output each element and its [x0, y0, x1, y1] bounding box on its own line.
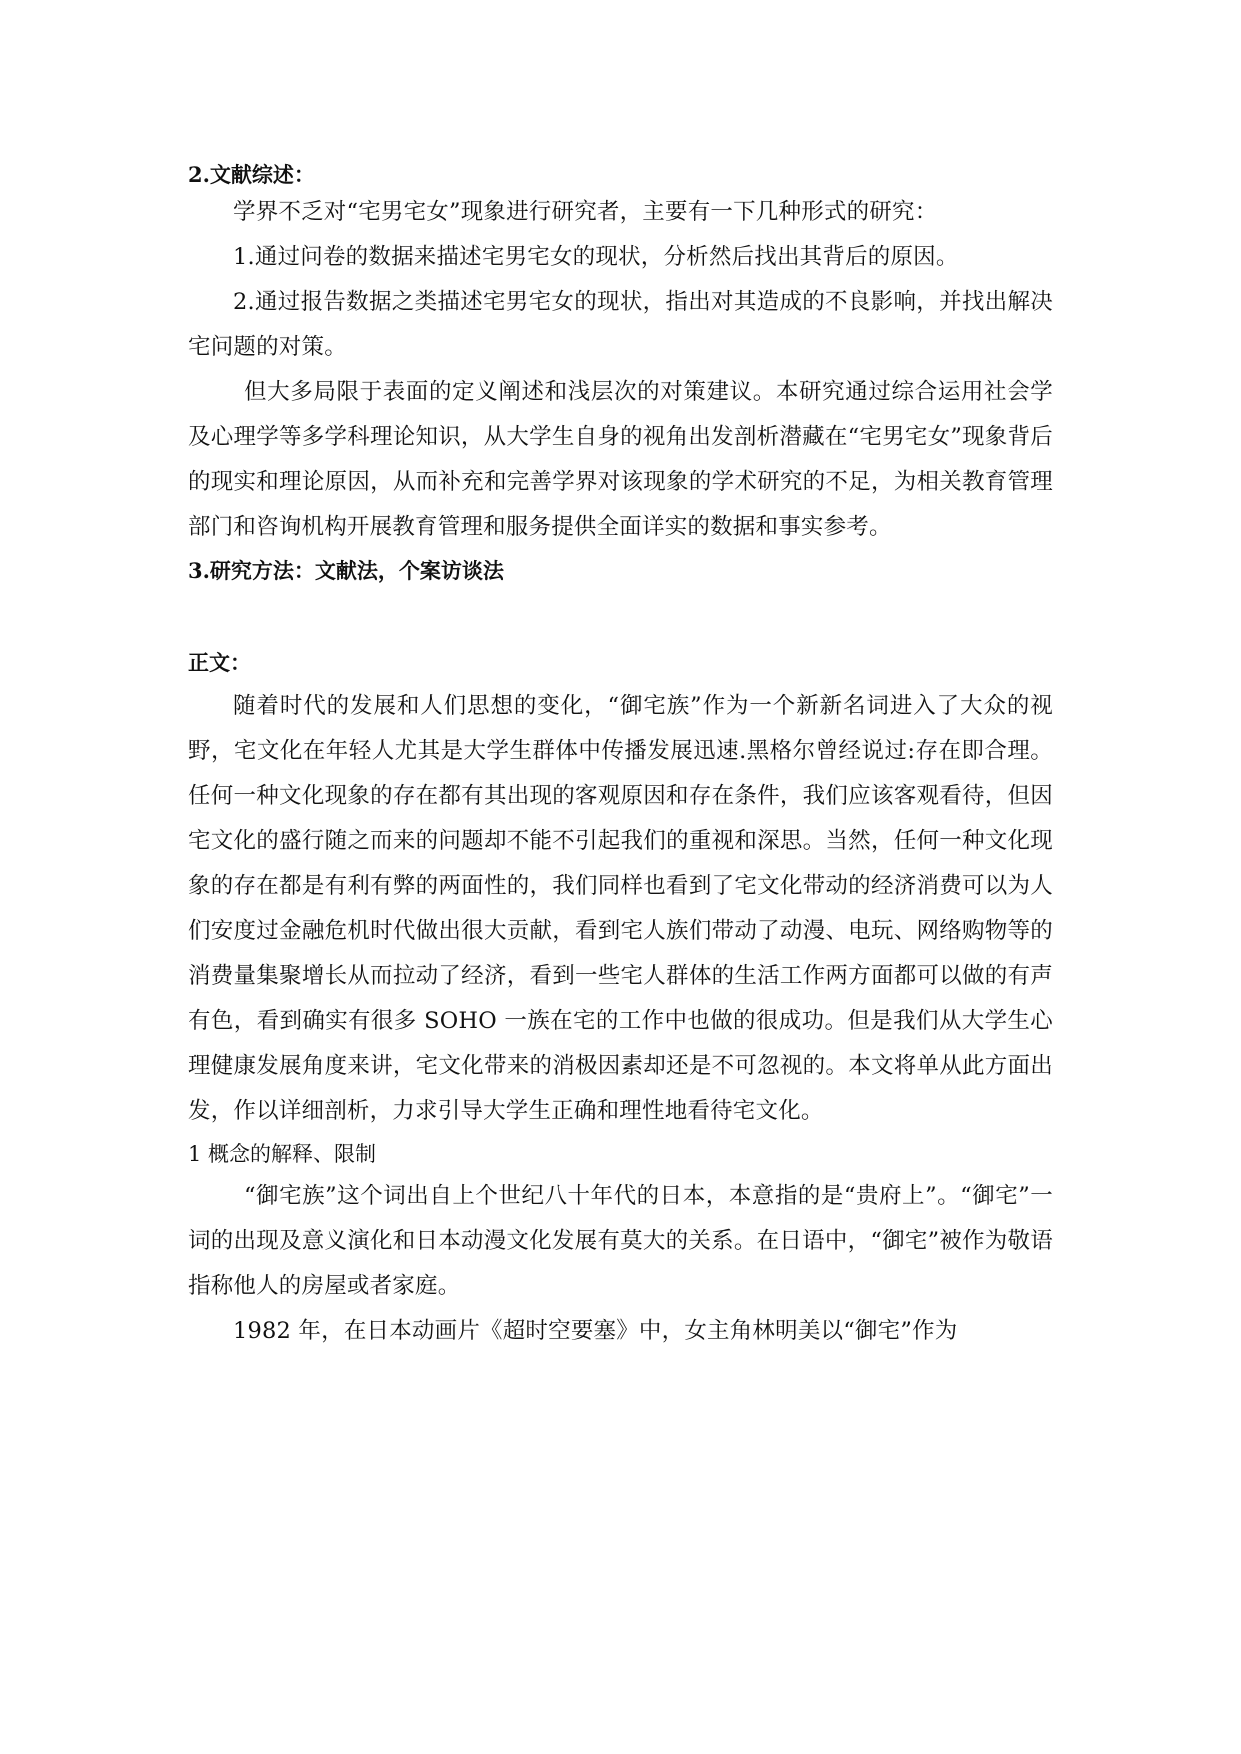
main-text-paragraph: 随着时代的发展和人们思想的变化，“御宅族”作为一个新新名词进入了大众的视野，宅文化在年轻人尤其是大学生群体中传播发展迅速.黑格尔曾经说过:存在即合理。任何一种文化现象的存在都有其出现的客观原因和存在条件，我们应该客观看待，但因宅文化的盛行随之而来的问题却不能不引起我们的重视和深思。当然，任何一种文化现象的存在都是有利有弊的两面性的，我们同样也看到了宅文化带动的经济消费可以为人们安度过金融危机时代做出很大贡献，看到宅人族们带动了动漫、电玩、网络购物等的消费量集聚增长从而拉动了经济，看到一些宅人群体的生活工作两方面都可以做的有声有色，看到确实有很多 SOHO 一族在宅的工作中也做的很成功。但是我们从大学生心理健康发展角度来讲，宅文化带来的消极因素却还是不可忽视的。本文将单从此方面出发，作以详细剖析，力求引导大学生正确和理性地看待宅文化。	[188, 693, 1053, 1124]
literature-review-heading: 2.文献综述：	[188, 162, 315, 187]
research-method-heading: 3.研究方法：文献法，个案访谈法	[188, 558, 504, 583]
concept-paragraph: “御宅族”这个词出自上个世纪八十年代的日本，本意指的是“贵府上”。“御宅”一词的出现及意义演化和日本动漫文化发展有莫大的关系。在日语中，“御宅”被作为敬语指称他人的房屋或者家庭。	[188, 1183, 1053, 1299]
concept-subsection-heading: 1 概念的解释、限制	[188, 1142, 377, 1166]
literature-review-paragraph: 但大多局限于表面的定义阐述和浅层次的对策建议。本研究通过综合运用社会学及心理学等多学科理论知识，从大学生自身的视角出发剖析潜藏在“宅男宅女”现象背后的现实和理论原因，从而补充和完善学界对该现象的学术研究的不足，为相关教育管理部门和咨询机构开展教育管理和服务提供全面详实的数据和事实参考。	[188, 379, 1053, 540]
concept-paragraph: 1982 年，在日本动画片《超时空要塞》中，女主角林明美以“御宅”作为	[233, 1318, 958, 1344]
literature-review-paragraph: 1.通过问卷的数据来描述宅男宅女的现状，分析然后找出其背后的原因。	[233, 244, 959, 270]
main-text-heading: 正文：	[188, 650, 251, 675]
literature-review-paragraph: 学界不乏对“宅男宅女”现象进行研究者，主要有一下几种形式的研究：	[233, 199, 938, 225]
document-body	[188, 160, 1053, 1354]
literature-review-paragraph: 2.通过报告数据之类描述宅男宅女的现状，指出对其造成的不良影响，并找出解决宅问题的对策。	[188, 289, 1053, 360]
